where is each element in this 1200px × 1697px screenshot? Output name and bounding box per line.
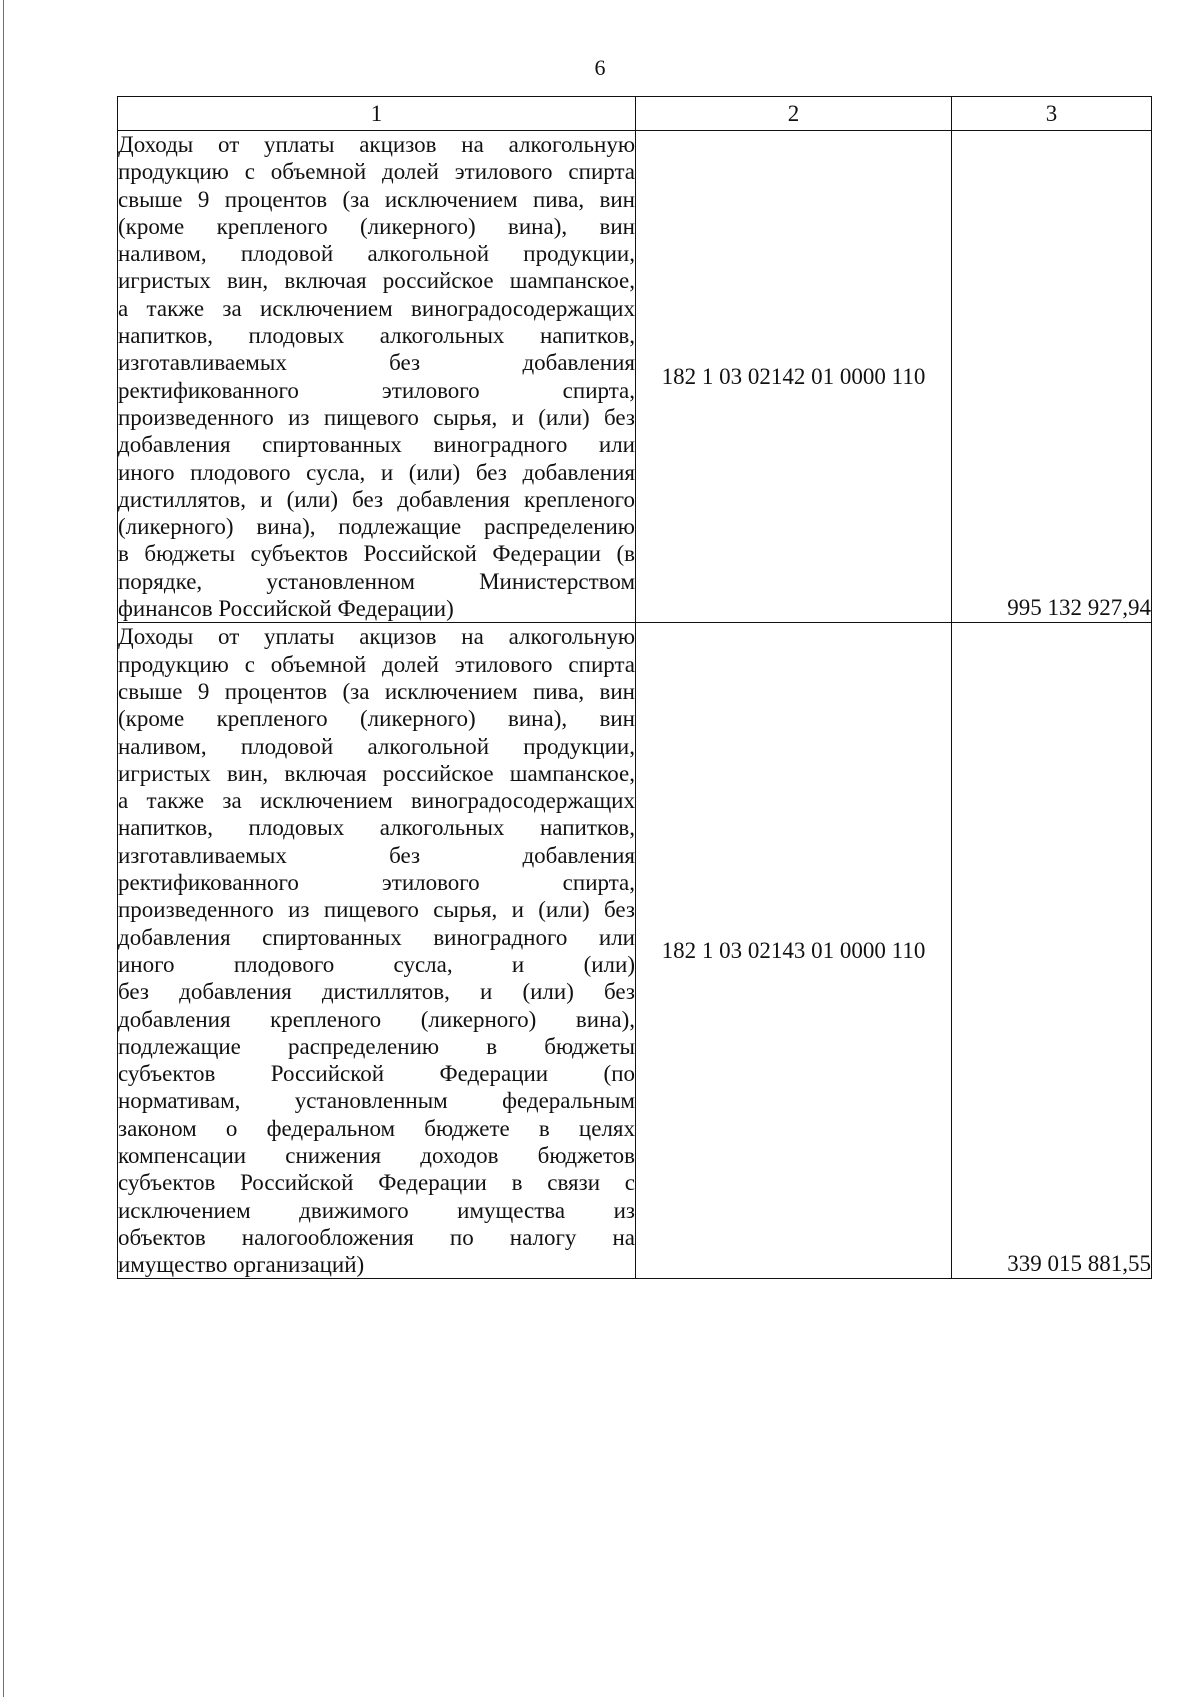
budget-classification-code: 182 1 03 02142 01 0000 110 bbox=[636, 131, 952, 623]
table-header-row bbox=[118, 97, 1152, 131]
revenue-table bbox=[117, 96, 1152, 1279]
revenue-description bbox=[118, 131, 636, 623]
description-line: иного плодового сусла, и (или) bbox=[118, 951, 635, 977]
description-line: добавления крепленого (ликерного) вина), bbox=[118, 1006, 635, 1032]
description-line: ректификованного этилового спирта, bbox=[118, 377, 635, 403]
table-row bbox=[118, 131, 1152, 623]
description-line: (кроме крепленого (ликерного) вина), вин bbox=[118, 706, 635, 732]
table-row bbox=[118, 623, 1152, 1279]
description-line: свыше 9 процентов (за исключением пива, вин bbox=[118, 186, 635, 212]
description-line: произведенного из пищевого сырья, и (или) без bbox=[118, 897, 635, 923]
description-line: игристых вин, включая российское шампанское, bbox=[118, 268, 635, 294]
description-line: свыше 9 процентов (за исключением пива, вин bbox=[118, 678, 635, 704]
description-line: без добавления дистиллятов, и (или) без bbox=[118, 979, 635, 1005]
description-line: добавления спиртованных виноградного или bbox=[118, 432, 635, 458]
description-line: произведенного из пищевого сырья, и (или) без bbox=[118, 404, 635, 430]
description-line: иного плодового сусла, и (или) без добавления bbox=[118, 459, 635, 485]
description-line: (ликерного) вина), подлежащие распределению bbox=[118, 514, 635, 540]
amount-value: 995 132 927,94 bbox=[952, 131, 1152, 623]
description-line: (кроме крепленого (ликерного) вина), вин bbox=[118, 213, 635, 239]
description-line: продукцию с объемной долей этилового спирта bbox=[118, 159, 635, 185]
description-line: Доходы от уплаты акцизов на алкогольную bbox=[118, 132, 635, 157]
column-header-2: 2 bbox=[636, 97, 952, 131]
scan-edge-line bbox=[3, 0, 4, 1697]
amount-value: 339 015 881,55 bbox=[952, 623, 1152, 1279]
description-line: ректификованного этилового спирта, bbox=[118, 870, 635, 896]
description-line: продукцию с объемной долей этилового спирта bbox=[118, 651, 635, 677]
description-line: порядке, установленном Министерством bbox=[118, 568, 635, 594]
page-number: 6 bbox=[594, 55, 606, 80]
description-line: напитков, плодовых алкогольных напитков, bbox=[118, 815, 635, 841]
column-header-3: 3 bbox=[952, 97, 1152, 131]
description-line: дистиллятов, и (или) без добавления крепленого bbox=[118, 486, 635, 512]
description-line: в бюджеты субъектов Российской Федерации (в bbox=[118, 541, 635, 567]
description-line: субъектов Российской Федерации (по bbox=[118, 1061, 635, 1087]
description-line: изготавливаемых без добавления bbox=[118, 350, 635, 376]
description-line: компенсации снижения доходов бюджетов bbox=[118, 1142, 635, 1168]
description-line: объектов налогообложения по налогу на bbox=[118, 1224, 635, 1250]
description-line: игристых вин, включая российское шампанское, bbox=[118, 760, 635, 786]
description-line: наливом, плодовой алкогольной продукции, bbox=[118, 733, 635, 759]
description-line: нормативам, установленным федеральным bbox=[118, 1088, 635, 1114]
budget-classification-code: 182 1 03 02143 01 0000 110 bbox=[636, 623, 952, 1279]
description-line: напитков, плодовых алкогольных напитков, bbox=[118, 323, 635, 349]
revenue-description bbox=[118, 623, 636, 1279]
description-line: имущество организаций) bbox=[118, 1252, 365, 1278]
description-line: законом о федеральном бюджете в целях bbox=[118, 1115, 635, 1141]
description-line: а также за исключением виноградосодержащих bbox=[118, 295, 635, 321]
description-line: субъектов Российской Федерации в связи с bbox=[118, 1170, 635, 1196]
description-line: изготавливаемых без добавления bbox=[118, 842, 635, 868]
description-line: исключением движимого имущества из bbox=[118, 1197, 635, 1223]
description-line: добавления спиртованных виноградного или bbox=[118, 924, 635, 950]
description-line: Доходы от уплаты акцизов на алкогольную bbox=[118, 624, 635, 650]
description-line: наливом, плодовой алкогольной продукции, bbox=[118, 241, 635, 267]
description-line: подлежащие распределению в бюджеты bbox=[118, 1033, 635, 1059]
column-header-1: 1 bbox=[118, 97, 636, 131]
description-line: финансов Российской Федерации) bbox=[118, 596, 454, 622]
description-line: а также за исключением виноградосодержащих bbox=[118, 788, 635, 814]
